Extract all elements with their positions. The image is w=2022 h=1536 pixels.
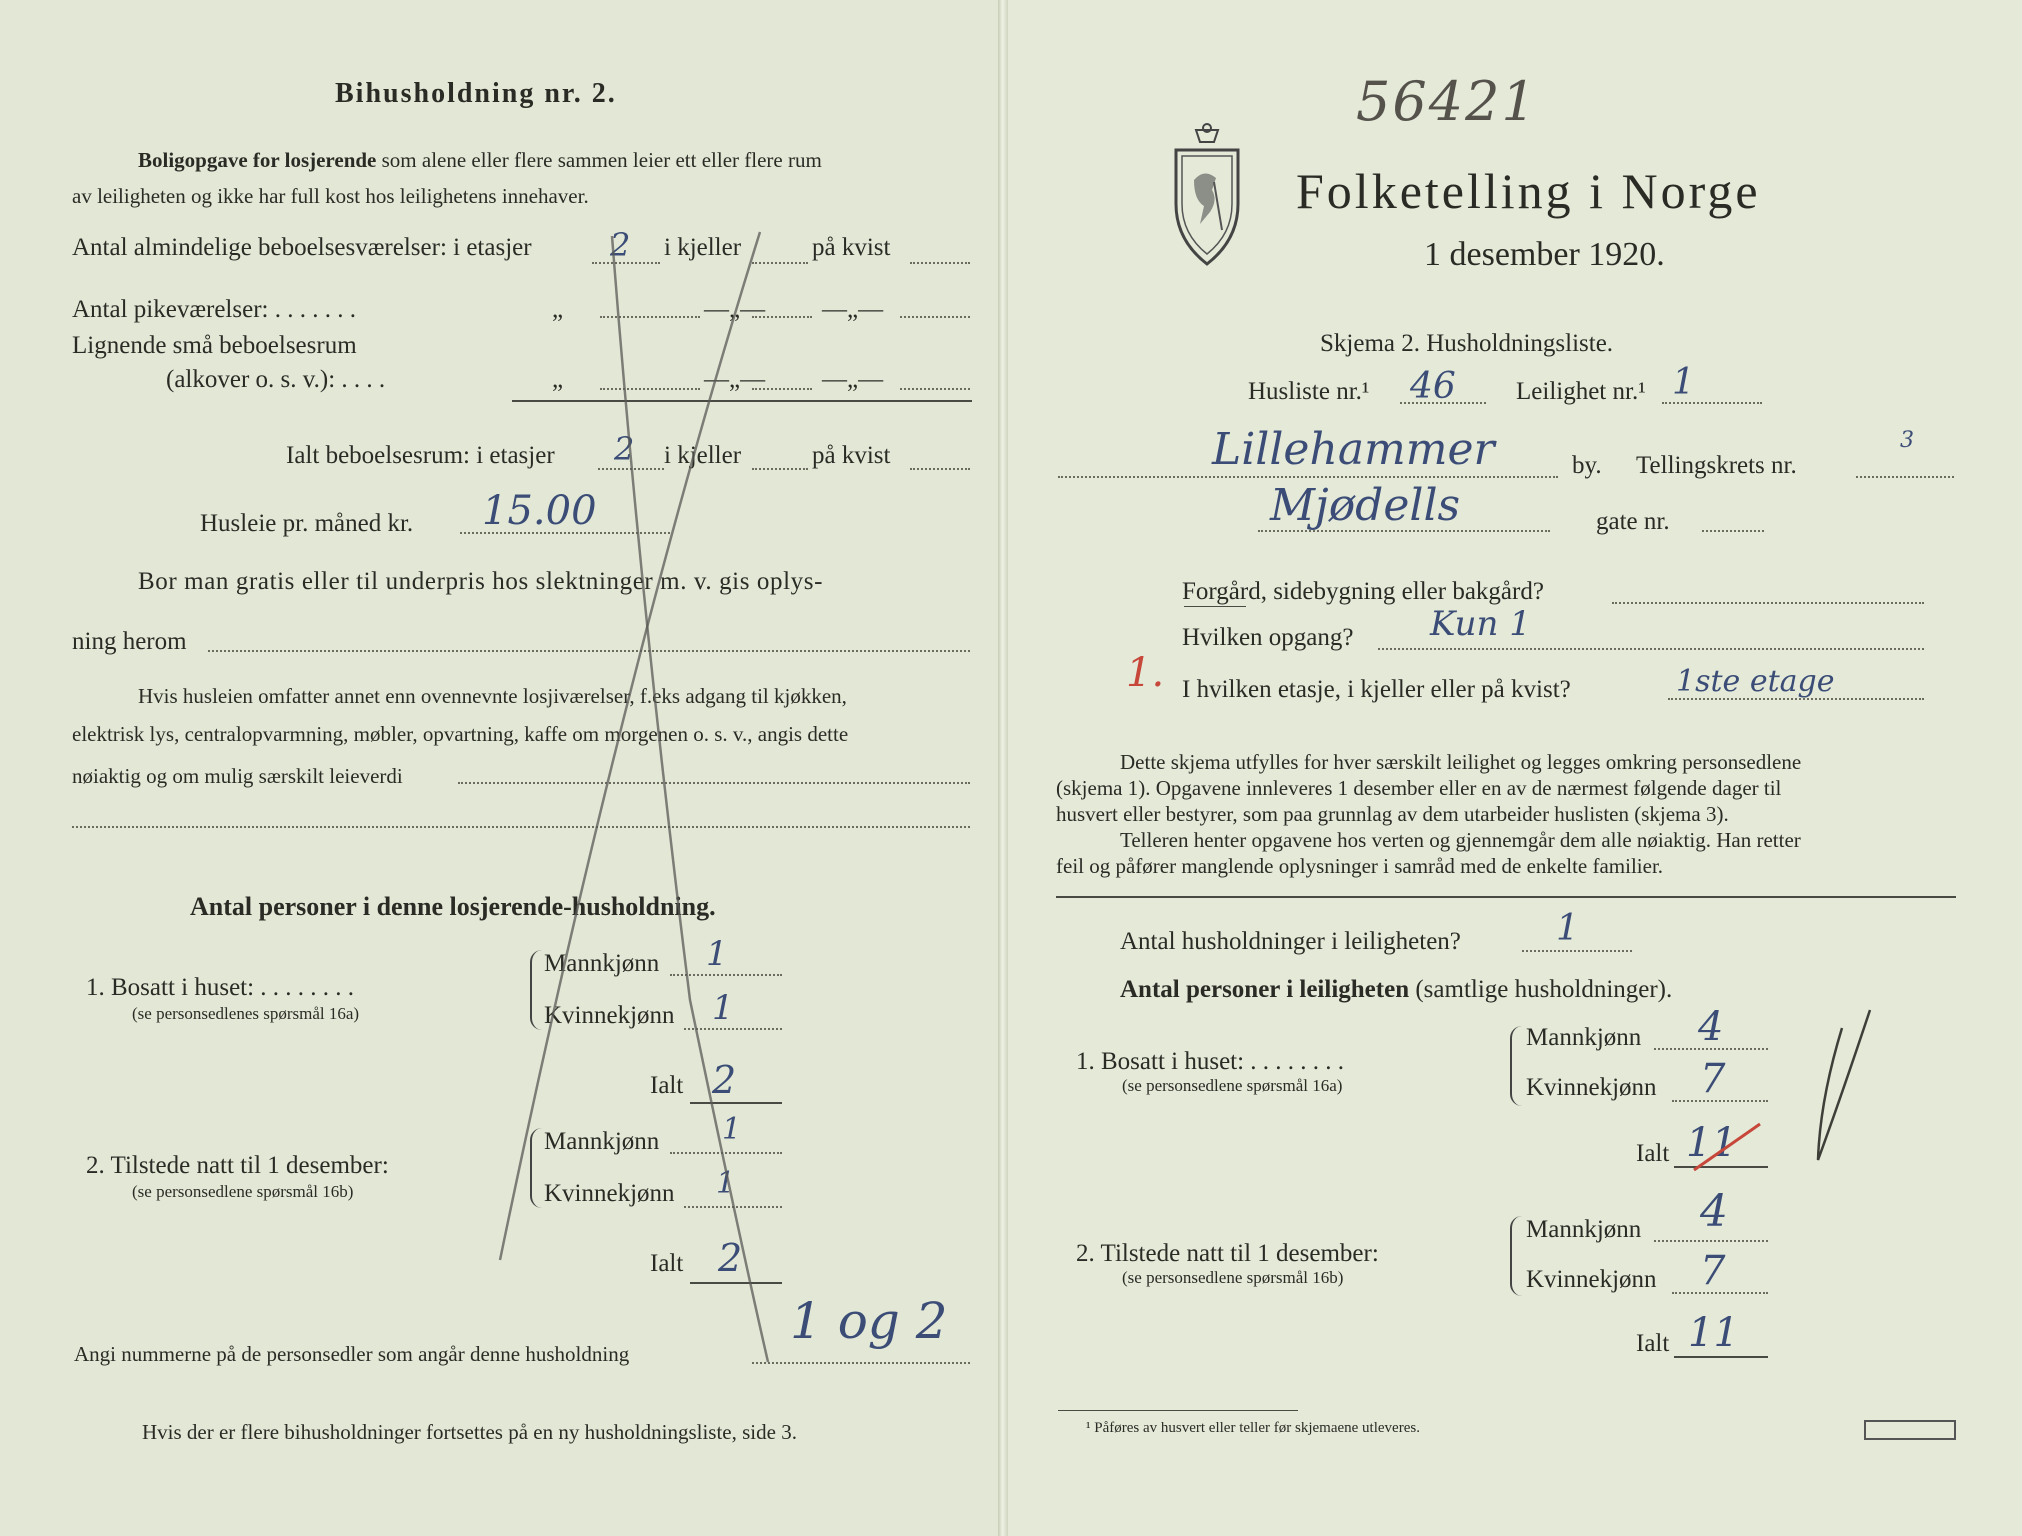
- pike-label: Antal pikeværelser: . . . . . . .: [72, 296, 356, 323]
- left-q1-ialt-value: 2: [712, 1058, 737, 1102]
- rooms-label: Antal almindelige beboelsesværelser: i etasjer: [72, 234, 532, 261]
- gratis-line-2: ning herom: [72, 628, 187, 655]
- leilighet-label: Leilighet nr.¹: [1516, 378, 1646, 405]
- left-persons-heading: Antal personer i denne losjerende-husholdning.: [190, 892, 716, 921]
- instructions-3: husvert eller bestyrer, som paa grunnlag av dem utarbeider huslisten (skjema 3).: [1056, 802, 1729, 826]
- right-q2-sub: (se personsedlene spørsmål 16b): [1122, 1268, 1344, 1287]
- footnote: ¹ Påføres av husvert eller teller før skjemaene utleveres.: [1086, 1420, 1420, 1436]
- right-q2-ialt-label: Ialt: [1636, 1330, 1670, 1357]
- by-label: by.: [1572, 452, 1602, 479]
- left-q2-kvinne-value: 1: [716, 1166, 736, 1201]
- etasje-value: 1ste etage: [1676, 664, 1835, 699]
- street-value: Mjødells: [1270, 480, 1461, 531]
- right-q1-mann-value: 4: [1698, 1004, 1724, 1050]
- margin-mark: 1.: [1126, 650, 1165, 696]
- right-q1-kvinne-value: 7: [1700, 1056, 1726, 1102]
- left-q2-kvinne-label: Kvinnekjønn: [544, 1180, 675, 1207]
- right-q2-label: 2. Tilstede natt til 1 desember:: [1076, 1240, 1379, 1267]
- right-q2-kvinne-value: 7: [1700, 1248, 1726, 1294]
- right-q1-label: 1. Bosatt i huset: . . . . . . . .: [1076, 1048, 1345, 1075]
- left-q2-ialt-label: Ialt: [650, 1250, 684, 1277]
- forgard-label: Forgård, sidebygning eller bakgård?: [1182, 578, 1544, 605]
- rooms-etasjer-value: 2: [610, 226, 631, 264]
- ialt-rooms-label: Ialt beboelsesrum: i etasjer: [286, 442, 555, 469]
- ialt-etasjer-value: 2: [614, 430, 635, 468]
- pike-quote: „: [552, 296, 564, 323]
- right-persons-heading-bold: Antal personer i leiligheten: [1120, 976, 1410, 1003]
- rooms-kvist-label: på kvist: [812, 234, 891, 261]
- opgang-label: Hvilken opgang?: [1182, 624, 1354, 651]
- leilighet-value: 1: [1672, 362, 1695, 403]
- schema-title: Skjema 2. Husholdningsliste.: [1320, 330, 1614, 357]
- left-q1-sub: (se personsedlenes spørsmål 16a): [132, 1004, 360, 1023]
- opgang-value: Kun 1: [1430, 604, 1531, 644]
- husleie-note-3: nøiaktig og om mulig særskilt leieverdi: [72, 764, 403, 788]
- left-q1-ialt-label: Ialt: [650, 1072, 684, 1099]
- angi-label: Angi nummerne på de personsedler som angår denne husholdning: [74, 1342, 630, 1366]
- husleie-note-2: elektrisk lys, centralopvarmning, møbler, opvartning, kaffe om morgenen o. s. v., angis dette: [72, 722, 849, 746]
- left-q2-sub: (se personsedlene spørsmål 16b): [132, 1182, 354, 1201]
- left-footer: Hvis der er flere bihusholdninger fortsettes på en ny husholdningsliste, side 3.: [142, 1420, 797, 1444]
- lignende-dash-1: —„—: [704, 366, 766, 393]
- gratis-line-1: Bor man gratis eller til underpris hos slektninger m. v. gis oplys-: [138, 568, 824, 595]
- instructions-5: feil og påfører manglende oplysninger i samråd med de enkelte familier.: [1056, 854, 1664, 878]
- left-title: Bihusholdning nr. 2.: [335, 78, 617, 109]
- right-title: Folketelling i Norge: [1296, 163, 1761, 219]
- etasje-label: I hvilken etasje, i kjeller eller på kvist?: [1182, 676, 1571, 703]
- rooms-kjeller-label: i kjeller: [664, 234, 742, 261]
- left-q1-label: 1. Bosatt i huset: . . . . . . . .: [86, 974, 355, 1001]
- left-q1-kvinne-label: Kvinnekjønn: [544, 1002, 675, 1029]
- intro-line-2: av leiligheten og ikke har full kost hos leilighetens innehaver.: [72, 184, 589, 208]
- husleie-label: Husleie pr. måned kr.: [200, 510, 414, 537]
- husleie-note-1: Hvis husleien omfatter annet enn ovennevnte losjiværelser, f.eks adgang til kjøkken,: [138, 684, 847, 708]
- instructions-4: Telleren henter opgavene hos verten og gjennemgår dem alle nøiaktig. Han retter: [1120, 828, 1801, 852]
- right-q1-kvinne-label: Kvinnekjønn: [1526, 1074, 1657, 1101]
- tellingskrets-label: Tellingskrets nr.: [1636, 452, 1797, 479]
- intro-rest: som alene eller flere sammen leier ett eller flere rum: [381, 148, 822, 172]
- lignende-quote: „: [552, 366, 564, 393]
- ialt-kvist-label: på kvist: [812, 442, 891, 469]
- right-q2-mann-value: 4: [1700, 1186, 1728, 1237]
- left-q2-ialt-value: 2: [718, 1236, 743, 1280]
- city-value: Lillehammer: [1212, 424, 1495, 475]
- census-date: 1 desember 1920.: [1424, 236, 1665, 273]
- right-q2-mann-label: Mannkjønn: [1526, 1216, 1642, 1243]
- gate-label: gate nr.: [1596, 508, 1670, 535]
- left-q2-label: 2. Tilstede natt til 1 desember:: [86, 1152, 389, 1179]
- right-q1-sub: (se personsedlene spørsmål 16a): [1122, 1076, 1343, 1095]
- right-persons-heading-rest: (samtlige husholdninger).: [1415, 976, 1673, 1003]
- right-q1-ialt-label: Ialt: [1636, 1140, 1670, 1167]
- lignende-label-2: (alkover o. s. v.): . . . .: [166, 366, 386, 393]
- husliste-value: 46: [1410, 366, 1456, 407]
- right-q1-mann-label: Mannkjønn: [1526, 1024, 1642, 1051]
- husliste-label: Husliste nr.¹: [1248, 378, 1370, 405]
- husleie-value: 15.00: [482, 488, 597, 534]
- left-q1-mann-value: 1: [706, 934, 728, 974]
- intro-bold: Boligopgave for losjerende: [138, 148, 377, 172]
- left-q1-mann-label: Mannkjønn: [544, 950, 660, 977]
- right-q2-ialt-value: 11: [1688, 1310, 1739, 1356]
- pike-dash-1: —„—: [704, 296, 766, 323]
- right-q2-kvinne-label: Kvinnekjønn: [1526, 1266, 1657, 1293]
- lignende-dash-2: —„—: [822, 366, 884, 393]
- ialt-kjeller-label: i kjeller: [664, 442, 742, 469]
- right-q1-ialt-value: 11: [1686, 1120, 1737, 1166]
- left-q2-mann-value: 1: [722, 1112, 742, 1147]
- instructions-1: Dette skjema utfylles for hver særskilt leilighet og legges omkring personsedlene: [1120, 750, 1802, 774]
- antal-hush-value: 1: [1556, 908, 1579, 949]
- tellingskrets-value: 3: [1900, 428, 1914, 453]
- pike-dash-2: —„—: [822, 296, 884, 323]
- left-q1-kvinne-value: 1: [712, 988, 734, 1028]
- lignende-label-1: Lignende små beboelsesrum: [72, 332, 357, 359]
- archive-number: 56421: [1356, 70, 1538, 133]
- left-q2-mann-label: Mannkjønn: [544, 1128, 660, 1155]
- instructions-2: (skjema 1). Opgavene innleveres 1 desember eller en av de nærmest følgende dager til: [1056, 776, 1782, 800]
- antal-hush-label: Antal husholdninger i leiligheten?: [1120, 928, 1461, 955]
- angi-value: 1 og 2: [790, 1292, 948, 1350]
